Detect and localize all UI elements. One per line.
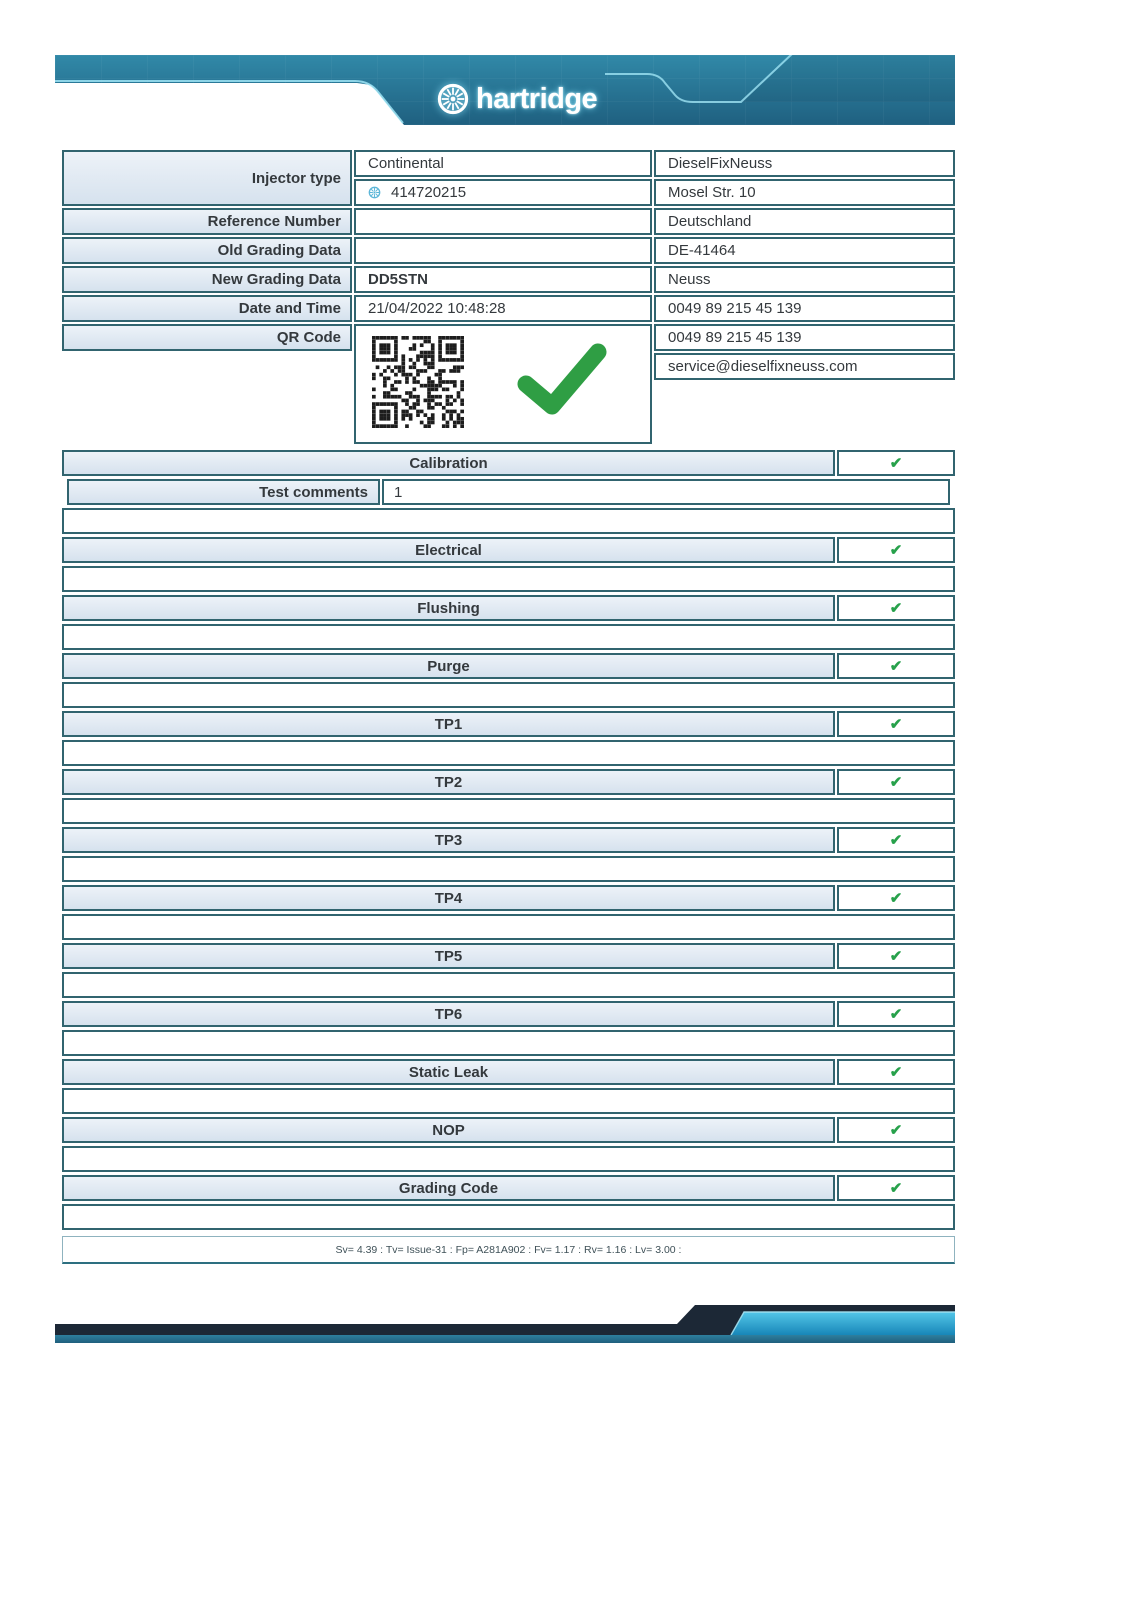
company-phone: 0049 89 215 45 139 bbox=[654, 295, 955, 322]
section-title: Calibration bbox=[62, 450, 835, 476]
section-title: TP4 bbox=[62, 885, 835, 911]
section-header-row bbox=[62, 653, 955, 679]
check-icon: ✔ bbox=[889, 658, 903, 675]
section-title: NOP bbox=[62, 1117, 835, 1143]
section-title: Purge bbox=[62, 653, 835, 679]
section-title: Electrical bbox=[62, 537, 835, 563]
date-time-value: 21/04/2022 10:48:28 bbox=[354, 295, 652, 322]
section-block bbox=[62, 1059, 955, 1114]
brand-logo bbox=[436, 82, 597, 116]
version-footer: Sv= 4.39 : Tv= Issue-31 : Fp= A281A902 : Fv= 1.17 : Rv= 1.16 : Lv= 3.00 : bbox=[62, 1236, 955, 1264]
section-block bbox=[62, 1175, 955, 1230]
company-city: Neuss bbox=[654, 266, 955, 293]
check-icon: ✔ bbox=[889, 542, 903, 559]
section-status-cell bbox=[837, 653, 955, 679]
section-block bbox=[62, 943, 955, 998]
section-status-cell bbox=[837, 1001, 955, 1027]
section-header-row bbox=[62, 595, 955, 621]
section-block bbox=[62, 827, 955, 882]
section-empty-row bbox=[62, 682, 955, 708]
reference-number-value bbox=[354, 208, 652, 235]
test-comments-label: Test comments bbox=[67, 479, 380, 505]
old-grading-value bbox=[354, 237, 652, 264]
section-block bbox=[62, 1001, 955, 1056]
injector-info-table bbox=[62, 150, 955, 444]
check-icon: ✔ bbox=[889, 1064, 903, 1081]
serial-number: 414720215 bbox=[391, 184, 467, 201]
test-results bbox=[62, 450, 955, 1264]
section-title: TP6 bbox=[62, 1001, 835, 1027]
brand-name: hartridge bbox=[476, 82, 598, 115]
check-icon: ✔ bbox=[889, 716, 903, 733]
section-status-cell bbox=[837, 537, 955, 563]
section-status-cell bbox=[837, 1175, 955, 1201]
test-comments-value: 1 bbox=[382, 479, 950, 505]
section-empty-row bbox=[62, 1088, 955, 1114]
section-header-row bbox=[62, 943, 955, 969]
footer-banner bbox=[55, 1297, 955, 1347]
date-time-label: Date and Time bbox=[62, 295, 352, 322]
section-empty-row bbox=[62, 914, 955, 940]
section-status-cell bbox=[837, 450, 955, 476]
section-title: TP1 bbox=[62, 711, 835, 737]
section-empty-row bbox=[62, 1030, 955, 1056]
section-block bbox=[62, 1117, 955, 1172]
company-country: Deutschland bbox=[654, 208, 955, 235]
check-icon: ✔ bbox=[889, 832, 903, 849]
pass-check-icon bbox=[512, 340, 612, 422]
check-icon: ✔ bbox=[889, 1006, 903, 1023]
section-title: Static Leak bbox=[62, 1059, 835, 1085]
old-grading-label: Old Grading Data bbox=[62, 237, 352, 264]
section-empty-row bbox=[62, 508, 955, 534]
sections bbox=[62, 450, 955, 1230]
wheel-icon bbox=[368, 186, 381, 199]
section-empty-row bbox=[62, 856, 955, 882]
injector-type-value-2 bbox=[354, 179, 652, 206]
check-icon: ✔ bbox=[889, 774, 903, 791]
section-header-row bbox=[62, 1001, 955, 1027]
section-header-row bbox=[62, 827, 955, 853]
section-empty-row bbox=[62, 566, 955, 592]
section-block bbox=[62, 450, 955, 534]
section-empty-row bbox=[62, 972, 955, 998]
section-header-row bbox=[62, 711, 955, 737]
check-icon: ✔ bbox=[889, 890, 903, 907]
section-status-cell bbox=[837, 827, 955, 853]
check-icon: ✔ bbox=[889, 600, 903, 617]
section-block bbox=[62, 537, 955, 592]
section-block bbox=[62, 769, 955, 824]
company-postcode: DE-41464 bbox=[654, 237, 955, 264]
company-name: DieselFixNeuss bbox=[654, 150, 955, 177]
new-grading-label: New Grading Data bbox=[62, 266, 352, 293]
injector-type-label: Injector type bbox=[62, 150, 352, 206]
section-empty-row bbox=[62, 798, 955, 824]
section-header-row bbox=[62, 1175, 955, 1201]
check-icon: ✔ bbox=[889, 1180, 903, 1197]
section-title: Flushing bbox=[62, 595, 835, 621]
section-status-cell bbox=[837, 595, 955, 621]
check-icon: ✔ bbox=[889, 948, 903, 965]
wheel-icon bbox=[436, 82, 470, 116]
section-header-row bbox=[62, 450, 955, 476]
section-header-row bbox=[62, 1117, 955, 1143]
section-empty-row bbox=[62, 740, 955, 766]
qr-code bbox=[372, 336, 464, 428]
test-comments-row bbox=[67, 479, 950, 505]
reference-number-label: Reference Number bbox=[62, 208, 352, 235]
section-title: Grading Code bbox=[62, 1175, 835, 1201]
section-status-cell bbox=[837, 769, 955, 795]
section-header-row bbox=[62, 885, 955, 911]
section-block bbox=[62, 885, 955, 940]
injector-type-value-1: Continental bbox=[354, 150, 652, 177]
section-header-row bbox=[62, 769, 955, 795]
section-status-cell bbox=[837, 1117, 955, 1143]
qr-result-cell bbox=[354, 324, 652, 444]
section-empty-row bbox=[62, 1146, 955, 1172]
section-title: TP5 bbox=[62, 943, 835, 969]
section-empty-row bbox=[62, 624, 955, 650]
qr-code-label: QR Code bbox=[62, 324, 352, 351]
section-title: TP3 bbox=[62, 827, 835, 853]
check-icon: ✔ bbox=[889, 455, 903, 472]
company-address: Mosel Str. 10 bbox=[654, 179, 955, 206]
company-email: service@dieselfixneuss.com bbox=[654, 353, 955, 380]
section-status-cell bbox=[837, 1059, 955, 1085]
section-header-row bbox=[62, 1059, 955, 1085]
section-status-cell bbox=[837, 943, 955, 969]
section-header-row bbox=[62, 537, 955, 563]
section-status-cell bbox=[837, 885, 955, 911]
section-title: TP2 bbox=[62, 769, 835, 795]
section-status-cell bbox=[837, 711, 955, 737]
section-block bbox=[62, 595, 955, 650]
check-icon: ✔ bbox=[889, 1122, 903, 1139]
new-grading-value: DD5STN bbox=[354, 266, 652, 293]
section-block bbox=[62, 711, 955, 766]
section-empty-row bbox=[62, 1204, 955, 1230]
section-block bbox=[62, 653, 955, 708]
company-fax: 0049 89 215 45 139 bbox=[654, 324, 955, 351]
